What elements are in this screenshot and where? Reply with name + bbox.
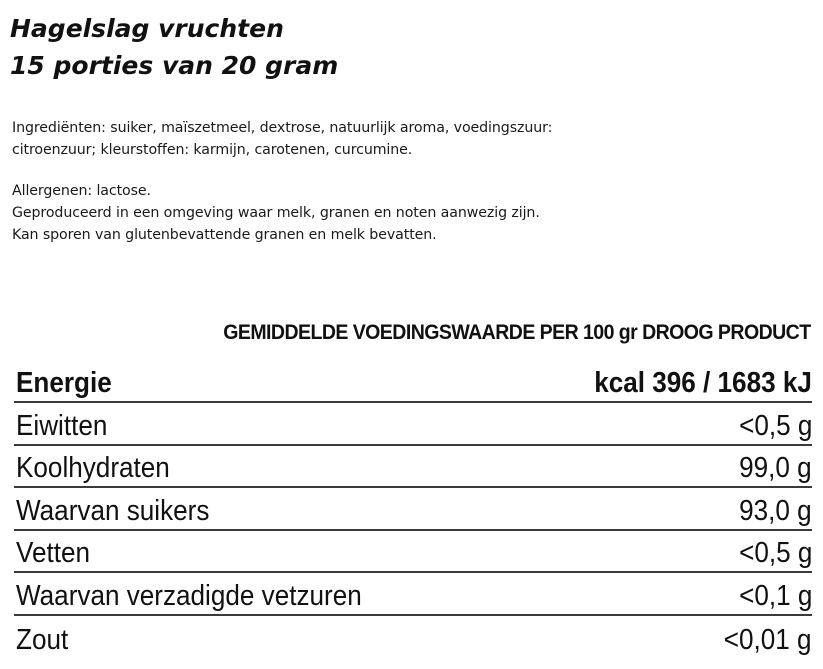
nutrient-value: kcal 396 / 1683 kJ: [594, 367, 812, 399]
nutrition-row-fats: [14, 531, 812, 574]
nutrient-value: <0,5 g: [738, 537, 812, 569]
nutrition-row-salt: [14, 616, 812, 659]
nutrient-value: <0,5 g: [738, 409, 812, 442]
nutrition-row-saturated-fats: [14, 573, 812, 616]
nutrition-row-sugars: [14, 488, 812, 531]
allergens-line-1: Allergenen: lactose.: [12, 183, 151, 199]
nutrition-row-carbohydrates: [14, 446, 812, 489]
nutrition-heading: GEMIDDELDE VOEDINGSWAARDE PER 100 gr DROOG PRODUCT: [223, 321, 811, 344]
allergens-section: [12, 180, 540, 246]
portion-info: 15 porties van 20 gram: [10, 51, 339, 80]
nutrient-label: Energie: [16, 367, 112, 399]
nutrient-value: <0,1 g: [738, 579, 812, 612]
nutrient-label: Eiwitten: [16, 409, 108, 442]
ingredients-line-2: citroenzuur; kleurstoffen: karmijn, carotenen, curcumine.: [12, 142, 413, 158]
nutrition-row-energy: [14, 359, 812, 403]
nutrition-row-protein: [14, 403, 812, 446]
nutrient-label: Zout: [16, 624, 69, 656]
allergens-line-2: Geproduceerd in een omgeving waar melk, granen en noten aanwezig zijn.: [12, 205, 540, 221]
nutrient-label: Waarvan suikers: [16, 494, 210, 527]
ingredients-section: [12, 117, 552, 161]
nutrient-label: Vetten: [16, 537, 91, 569]
nutrient-label: Koolhydraten: [16, 452, 170, 484]
nutrient-value: 99,0 g: [739, 452, 812, 484]
nutrition-table: [14, 359, 812, 658]
nutrient-value: <0,01 g: [724, 624, 812, 656]
nutrient-value: 93,0 g: [739, 494, 812, 527]
nutrient-label: Waarvan verzadigde vetzuren: [16, 579, 362, 612]
product-name: Hagelslag vruchten: [10, 14, 284, 43]
product-title: [10, 10, 338, 84]
allergens-line-3: Kan sporen van glutenbevattende granen en melk bevatten.: [12, 227, 437, 243]
ingredients-line-1: Ingrediënten: suiker, maïszetmeel, dextrose, natuurlijk aroma, voedingszuur:: [12, 120, 553, 136]
